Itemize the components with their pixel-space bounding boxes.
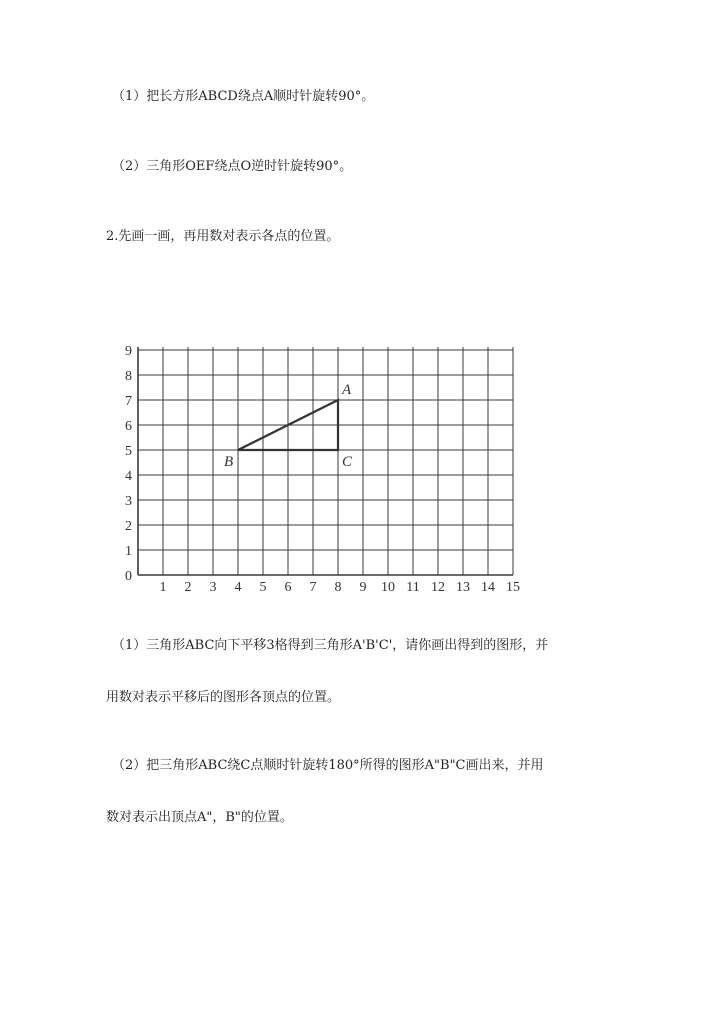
x-tick-label: 14	[481, 580, 495, 595]
y-tick-label: 8	[125, 369, 132, 384]
question-2-line-1: （2）把三角形ABC绕C点顺时针旋转180°所得的图形A"B"C画出来，并用	[112, 758, 544, 773]
x-tick-label: 12	[431, 580, 445, 595]
x-tick-label: 8	[334, 580, 342, 595]
y-tick-label: 7	[125, 394, 132, 409]
question-2-line-2: 数对表示出顶点A"，B"的位置。	[106, 810, 293, 825]
q2-line: （2）三角形OEF绕点O逆时针旋转90°。	[112, 159, 353, 174]
y-tick-label: 2	[125, 519, 132, 534]
x-tick-label: 5	[259, 580, 267, 595]
y-tick-label: 9	[125, 344, 132, 359]
y-tick-label: 6	[125, 419, 132, 434]
y-tick-label: 5	[125, 444, 132, 459]
section-title: 2.先画一画，再用数对表示各点的位置。	[106, 229, 340, 244]
coordinate-grid-figure	[110, 335, 530, 599]
y-tick-label: 0	[125, 569, 132, 584]
x-tick-label: 3	[209, 580, 217, 595]
question-1-line-2: 用数对表示平移后的图形各顶点的位置。	[106, 690, 341, 705]
question-1-line-1: （1）三角形ABC向下平移3格得到三角形A'B'C'，请你画出得到的图形，并	[112, 638, 549, 653]
vertex-label-c: C	[342, 454, 353, 470]
y-tick-label: 3	[125, 494, 132, 509]
vertex-label-b: B	[224, 454, 234, 470]
vertex-label-a: A	[342, 382, 352, 398]
x-tick-label: 7	[309, 580, 317, 595]
x-tick-label: 2	[184, 580, 192, 595]
x-tick-label: 10	[381, 580, 395, 595]
x-tick-label: 1	[159, 580, 167, 595]
x-tick-label: 6	[284, 580, 292, 595]
y-tick-label: 4	[125, 469, 132, 484]
x-tick-label: 9	[359, 580, 367, 595]
y-tick-label: 1	[125, 544, 132, 559]
q1-line: （1）把长方形ABCD绕点A顺时针旋转90°。	[112, 89, 375, 104]
x-tick-label: 4	[234, 580, 242, 595]
x-tick-label: 13	[456, 580, 470, 595]
coordinate-grid	[110, 335, 530, 595]
x-tick-label: 15	[506, 580, 520, 595]
x-tick-label: 11	[406, 580, 420, 595]
